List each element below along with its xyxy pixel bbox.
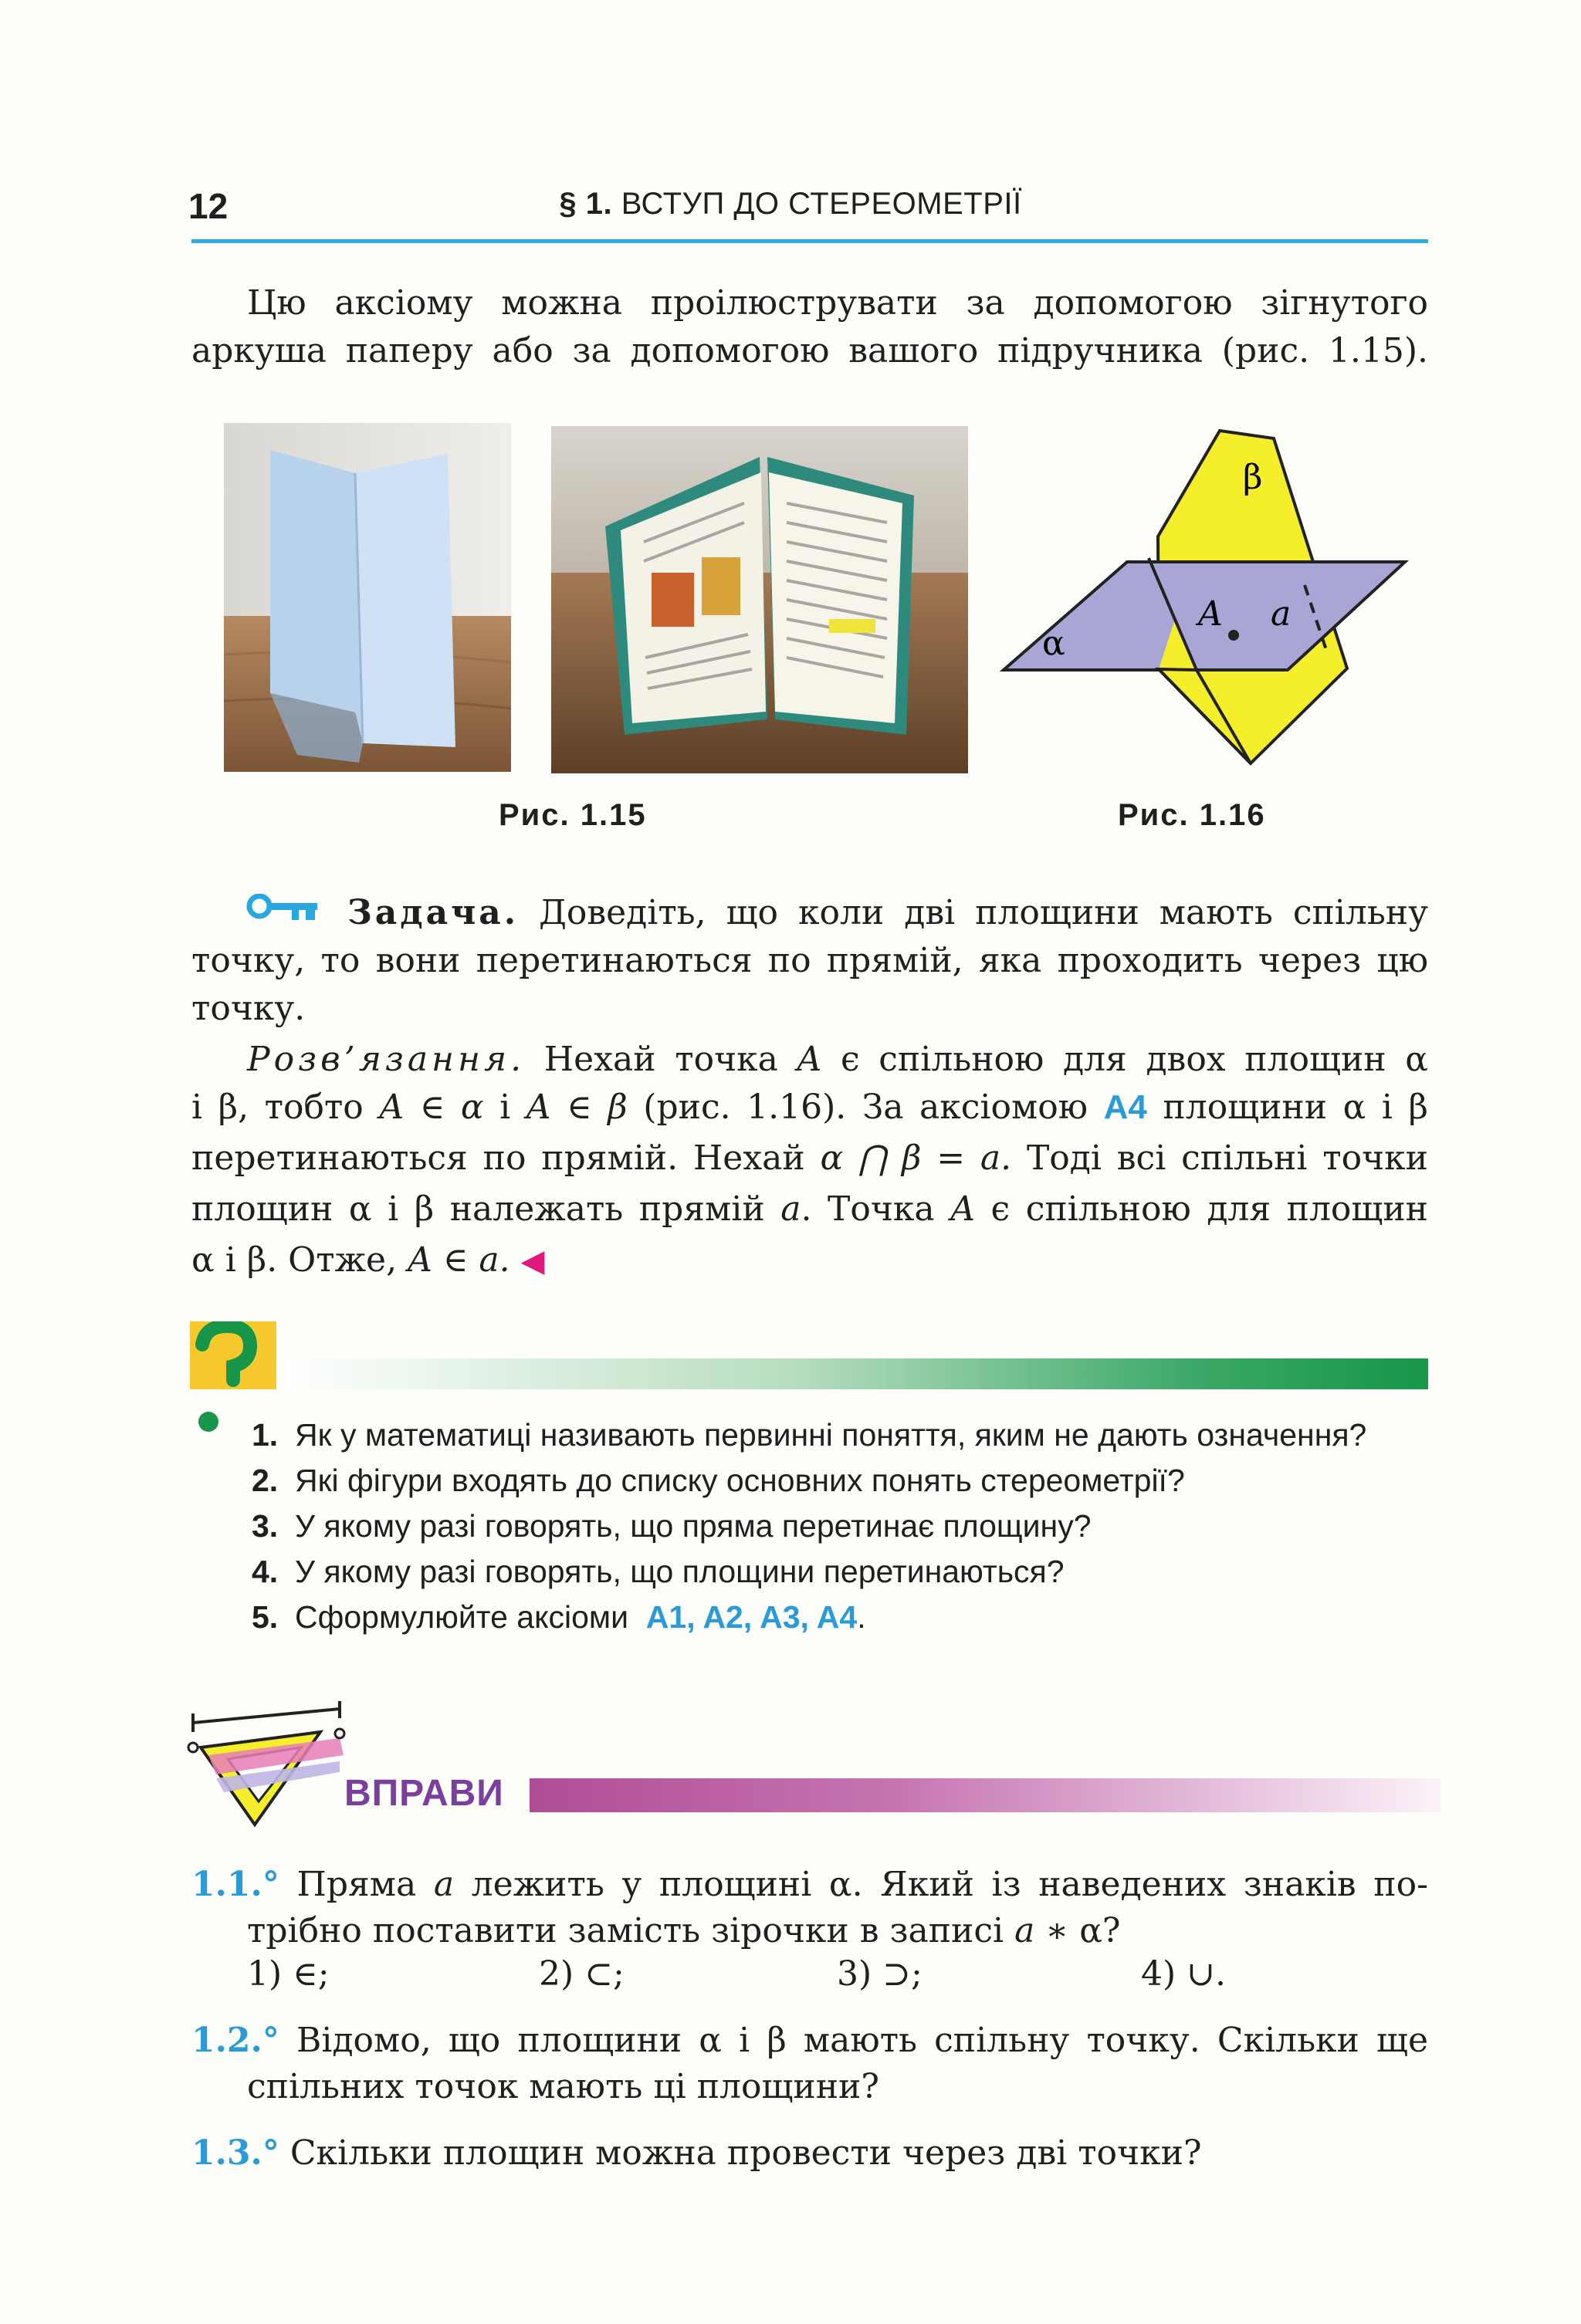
point-A — [1228, 630, 1239, 641]
header-rule — [191, 239, 1428, 243]
label-line-a: a — [1271, 594, 1292, 634]
intro-line-2: аркуша паперу або за допомогою вашого підручника (рис. 1.15). — [191, 331, 1428, 370]
solution-line-4: площин α і β належать прямій a. Точка A є спільною для площин — [191, 1189, 1428, 1229]
intro-line-1: Цю аксіому можна проілюструвати за допомогою зігнутого — [247, 283, 1428, 323]
option-1: 1) ∈; — [247, 1954, 330, 1994]
label-point-A: A — [1198, 594, 1223, 634]
solution-line-5: α і β. Отже, A ∈ a. ◀ — [191, 1240, 545, 1280]
exercise-1-3-line-1: 1.3.° Скільки площин можна провести через дві точки? — [191, 2133, 1202, 2173]
task-line-2: точку, то вони перетинаються по прямій, яка проходить через цю — [191, 941, 1428, 980]
exercise-1-1-line-1: 1.1.° Пряма a лежить у площині α. Який із наведених знаків по- — [191, 1865, 1428, 1904]
exercises-band — [530, 1778, 1441, 1812]
exercise-1-2-line-1: 1.2.° Відомо, що площини α і β мають спільну точку. Скільки ще — [191, 2021, 1428, 2060]
key-icon — [245, 894, 323, 922]
option-3: 3) ⊃; — [837, 1954, 923, 1994]
exercise-1-1-line-2: трібно поставити замість зірочки в записі a ∗ α? — [247, 1911, 1121, 1950]
axiom-a4-link[interactable]: A4 — [1103, 1088, 1147, 1126]
questions-list — [252, 1412, 1366, 1640]
option-2: 2) ⊂; — [539, 1954, 625, 1994]
open-book-photo — [551, 426, 968, 773]
solution-line-1: Розв’язання. Нехай точка A є спільною для двох площин α — [247, 1040, 1428, 1079]
question-item: 2. Які фігури входять до списку основних понять стереометрії? — [252, 1463, 1185, 1498]
ruler-triangle-icon — [185, 1701, 363, 1832]
task-title: Задача. — [347, 893, 520, 932]
exercise-number: 1.2.° — [191, 2021, 279, 2060]
task-line-3: точку. — [191, 989, 306, 1028]
solution-line-3: перетинаються по прямій. Нехай α ⋂ β = a. Тоді всі спільні точки — [191, 1138, 1428, 1178]
page-number: 12 — [188, 186, 229, 226]
end-of-proof-triangle-icon: ◀ — [520, 1243, 545, 1279]
option-4: 4) ∪. — [1141, 1954, 1226, 1994]
exercise-number: 1.3.° — [191, 2133, 279, 2173]
exercise-1-1-options — [247, 1954, 1328, 1994]
solution-line-2: і β, тобто A ∈ α і A ∈ β (рис. 1.16). За аксіомою A4 площини α і β — [191, 1088, 1428, 1127]
chapter-title — [0, 187, 1581, 222]
folded-paper-photo — [224, 423, 511, 772]
exercise-number: 1.1.° — [191, 1865, 279, 1904]
task-line-1: Задача. Доведіть, що коли дві площини мають спільну — [347, 893, 1428, 932]
label-beta: β — [1243, 458, 1263, 497]
caption-fig-1-16: Рис. 1.16 — [1118, 798, 1266, 832]
caption-fig-1-15: Рис. 1.15 — [499, 798, 647, 832]
question-item: 5. Сформулюйте аксіоми A1, A2, A3, A4 . — [252, 1595, 1366, 1640]
exercise-1-2-line-2: спільних точок мають ці площини? — [247, 2067, 879, 2106]
exercises-heading: ВПРАВИ — [344, 1773, 504, 1814]
section-title: ВСТУП ДО СТЕРЕОМЕТРІЇ — [621, 187, 1022, 221]
intersecting-planes-diagram — [996, 423, 1428, 778]
question-item: 1. Як у математиці називають первинні поняття, яким не дають означення? — [252, 1417, 1367, 1453]
label-alpha: α — [1042, 624, 1065, 663]
questions-band — [283, 1358, 1428, 1389]
solution-label: Розв’язання. — [247, 1040, 526, 1079]
question-item: 4. У якому разі говорять, що площини перетинаються? — [252, 1554, 1065, 1589]
axioms-link[interactable]: A1, A2, A3, A4 — [645, 1599, 858, 1635]
question-item: 3. У якому разі говорять, що пряма перетинає площину? — [252, 1508, 1092, 1544]
section-symbol: § 1. — [559, 187, 613, 221]
